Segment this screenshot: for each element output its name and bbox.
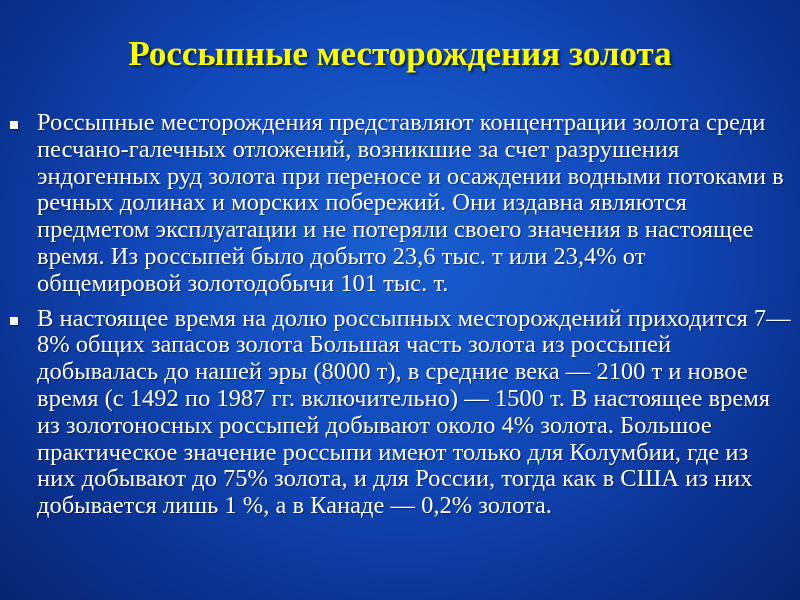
bullet-text: Россыпные месторождения представляют концентрации золота среди песчано-галечных отложений, возникшие за счет разрушения эндогенных руд золота при переносе и осаждении водными потоками в речных долинах и морских побережий. Они издавна являются предметом эксплуатации и не потеряли своего значения в настоящее время. Из россыпей было добыто 23,6 тыс. т или 23,4% от общемировой золотодобычи 101 тыс. т. <box>37 109 784 297</box>
bullet-list <box>0 110 800 528</box>
bullet-item <box>0 306 800 520</box>
bullet-text: В настоящее время на долю россыпных месторождений приходится 7—8% общих запасов золота Большая часть золота из россыпей добывалась до нашей эры (8000 т), в средние века — 2100 т и новое время (с 1492 по 1987 гг. включительно) — 1500 т. В настоящее время из золотоносных россыпей добывают около 4% золота. Большое практическое значение россыпи имеют только для Колумбии, где из них добывают до 75% золота, и для России, тогда как в США из них добывается лишь 1 %, а в Канаде — 0,2% золота. <box>37 304 791 520</box>
square-bullet-icon <box>10 121 18 129</box>
square-bullet-icon <box>10 317 18 325</box>
slide-title: Россыпные месторождения золота <box>128 34 672 73</box>
bullet-item <box>0 110 800 298</box>
